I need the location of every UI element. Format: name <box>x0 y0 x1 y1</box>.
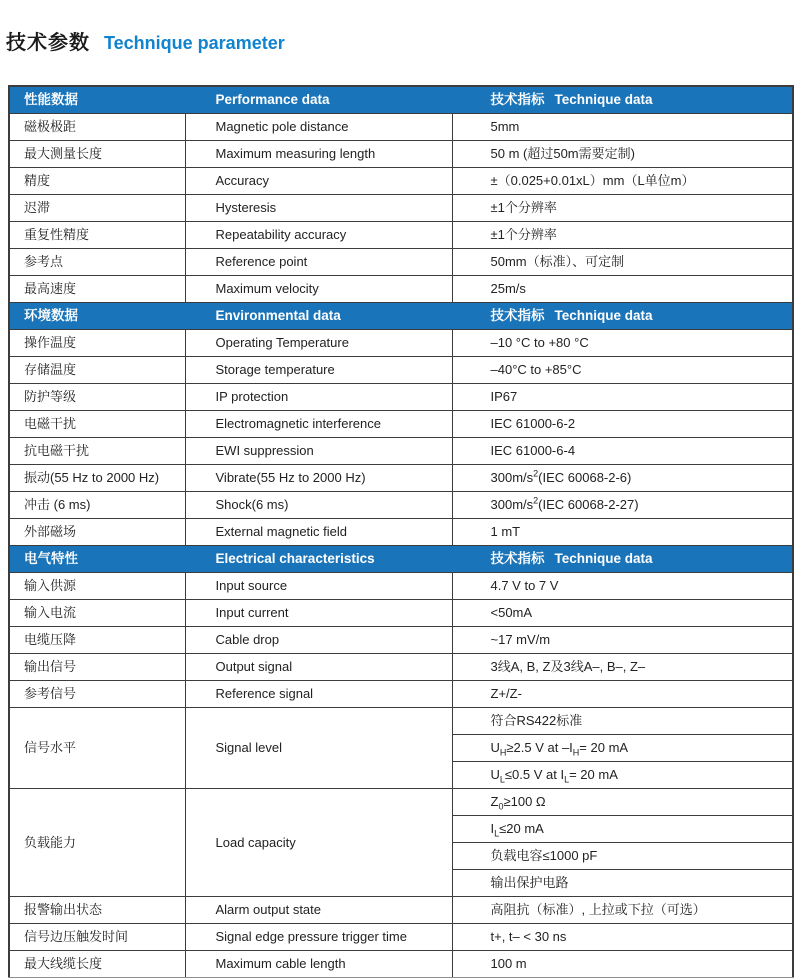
param-value-cell: 4.7 V to 7 V <box>452 573 793 600</box>
param-en-cell: External magnetic field <box>185 519 452 546</box>
table-row <box>9 600 793 627</box>
param-value-cell: 3线A, B, Z及3线A–, B–, Z– <box>452 654 793 681</box>
param-cn-cell: 负载能力 <box>9 789 185 897</box>
table-row <box>9 222 793 249</box>
param-cn-cell: 参考信号 <box>9 681 185 708</box>
param-value-cell: ±（0.025+0.01xL）mm（L单位m） <box>452 168 793 195</box>
param-value-cell: t+, t– < 30 ns <box>452 924 793 951</box>
table-row <box>9 573 793 600</box>
param-cn-cell: 外部磁场 <box>9 519 185 546</box>
param-en-cell: Output signal <box>185 654 452 681</box>
param-en-cell: IP protection <box>185 384 452 411</box>
param-value-cell: 1 mT <box>452 519 793 546</box>
param-en-cell: Shock(6 ms) <box>185 492 452 519</box>
table-row <box>9 924 793 951</box>
table-row <box>9 276 793 303</box>
param-en-cell: Alarm output state <box>185 897 452 924</box>
param-cn-cell: 精度 <box>9 168 185 195</box>
param-cn-cell: 信号水平 <box>9 708 185 789</box>
section-spec-header <box>452 303 793 330</box>
param-en-cell: Storage temperature <box>185 357 452 384</box>
param-value-cell: IEC 61000-6-2 <box>452 411 793 438</box>
param-value-cell: 高阻抗（标准）, 上拉或下拉（可选） <box>452 897 793 924</box>
table-row <box>9 384 793 411</box>
param-cn-cell: 参考点 <box>9 249 185 276</box>
param-en-cell: Maximum cable length <box>185 951 452 978</box>
param-value-cell: $U_H\ge 2.5$ V at $-I_H= 20$ mA <box>452 735 793 762</box>
param-cn-cell: 信号边压触发时间 <box>9 924 185 951</box>
section-title-cn: 环境数据 <box>9 303 185 330</box>
param-cn-cell: 报警输出状态 <box>9 897 185 924</box>
table-row <box>9 519 793 546</box>
param-value-cell: 负载电容≤1000 pF <box>452 843 793 870</box>
spec-header-en: Technique data <box>554 308 653 323</box>
param-cn-cell: 最大测量长度 <box>9 141 185 168</box>
section-title-en: Electrical characteristics <box>185 546 452 573</box>
param-en-cell: Vibrate(55 Hz to 2000 Hz) <box>185 465 452 492</box>
param-value-cell: $U_L\le 0.5$ V at $I_L= 20$ mA <box>452 762 793 789</box>
page-title-cn: 技术参数 <box>6 32 90 54</box>
spec-header-cn: 技术指标 <box>490 308 545 323</box>
param-en-cell: Maximum measuring length <box>185 141 452 168</box>
technique-parameter-table <box>8 85 794 978</box>
table-row <box>9 789 793 816</box>
table-row <box>9 330 793 357</box>
table-row <box>9 708 793 735</box>
param-en-cell: Input source <box>185 573 452 600</box>
table-row <box>9 627 793 654</box>
param-value-cell: 符合RS422标准 <box>452 708 793 735</box>
param-cn-cell: 冲击 (6 ms) <box>9 492 185 519</box>
table-row <box>9 195 793 222</box>
param-value-cell: 50 m (超过50m需要定制) <box>452 141 793 168</box>
page-title-en: Technique parameter <box>104 33 285 53</box>
table-row <box>9 141 793 168</box>
table-row <box>9 438 793 465</box>
param-value-cell: IEC 61000-6-4 <box>452 438 793 465</box>
section-header-row <box>9 546 793 573</box>
param-cn-cell: 最高速度 <box>9 276 185 303</box>
param-value-cell: 25m/s <box>452 276 793 303</box>
param-en-cell: Signal edge pressure trigger time <box>185 924 452 951</box>
spec-header-en: Technique data <box>554 92 653 107</box>
section-title-cn: 电气特性 <box>9 546 185 573</box>
param-cn-cell: 输入供源 <box>9 573 185 600</box>
spec-header-cn: 技术指标 <box>490 551 545 566</box>
param-cn-cell: 操作温度 <box>9 330 185 357</box>
param-value-cell: $Z_0\ge 100$ Ω <box>452 789 793 816</box>
param-en-cell: Cable drop <box>185 627 452 654</box>
param-value-cell: 50mm（标准）、可定制 <box>452 249 793 276</box>
page-title <box>0 0 800 55</box>
table-row <box>9 249 793 276</box>
param-value-cell: <50mA <box>452 600 793 627</box>
table-row <box>9 357 793 384</box>
table-row <box>9 492 793 519</box>
table-row <box>9 951 793 978</box>
spec-header-cn: 技术指标 <box>490 92 545 107</box>
param-value-cell: IP67 <box>452 384 793 411</box>
param-value-cell: ±1个分辨率 <box>452 222 793 249</box>
param-en-cell: Operating Temperature <box>185 330 452 357</box>
spec-header-en: Technique data <box>554 551 653 566</box>
param-value-cell: 100 m <box>452 951 793 978</box>
param-en-cell: Accuracy <box>185 168 452 195</box>
param-cn-cell: 存储温度 <box>9 357 185 384</box>
table-row <box>9 114 793 141</box>
param-en-cell: Maximum velocity <box>185 276 452 303</box>
param-value-cell: ~17 mV/m <box>452 627 793 654</box>
param-value-cell: 输出保护电路 <box>452 870 793 897</box>
param-en-cell: Signal level <box>185 708 452 789</box>
param-value-cell: Z+/Z- <box>452 681 793 708</box>
param-cn-cell: 抗电磁干扰 <box>9 438 185 465</box>
param-en-cell: Repeatability accuracy <box>185 222 452 249</box>
section-header-row <box>9 86 793 114</box>
table-row <box>9 168 793 195</box>
param-en-cell: Hysteresis <box>185 195 452 222</box>
param-value-cell: ±1个分辨率 <box>452 195 793 222</box>
param-en-cell: Reference point <box>185 249 452 276</box>
table-row <box>9 654 793 681</box>
param-value-cell: $I_L\le 20$ mA <box>452 816 793 843</box>
table-row <box>9 465 793 492</box>
param-cn-cell: 防护等级 <box>9 384 185 411</box>
param-cn-cell: 振动(55 Hz to 2000 Hz) <box>9 465 185 492</box>
section-header-row <box>9 303 793 330</box>
param-cn-cell: 重复性精度 <box>9 222 185 249</box>
param-cn-cell: 输入电流 <box>9 600 185 627</box>
param-cn-cell: 迟滞 <box>9 195 185 222</box>
technique-parameter-table-body <box>9 86 793 978</box>
param-en-cell: Input current <box>185 600 452 627</box>
section-title-en: Performance data <box>185 86 452 114</box>
param-value-cell: $300m/s^2(IEC$ 60068-2-6) <box>452 465 793 492</box>
param-en-cell: Electromagnetic interference <box>185 411 452 438</box>
param-value-cell: –10 °C to +80 °C <box>452 330 793 357</box>
param-en-cell: Load capacity <box>185 789 452 897</box>
param-en-cell: EWI suppression <box>185 438 452 465</box>
param-en-cell: Reference signal <box>185 681 452 708</box>
param-value-cell: $300m/s^2(IEC$ 60068-2-27) <box>452 492 793 519</box>
param-cn-cell: 磁极极距 <box>9 114 185 141</box>
section-title-cn: 性能数据 <box>9 86 185 114</box>
param-value-cell: 5mm <box>452 114 793 141</box>
param-cn-cell: 电缆压降 <box>9 627 185 654</box>
table-row <box>9 411 793 438</box>
section-spec-header <box>452 546 793 573</box>
table-row <box>9 897 793 924</box>
param-cn-cell: 电磁干扰 <box>9 411 185 438</box>
param-cn-cell: 最大线缆长度 <box>9 951 185 978</box>
param-en-cell: Magnetic pole distance <box>185 114 452 141</box>
table-row <box>9 681 793 708</box>
section-spec-header <box>452 86 793 114</box>
section-title-en: Environmental data <box>185 303 452 330</box>
param-value-cell: –40°C to +85°C <box>452 357 793 384</box>
param-cn-cell: 输出信号 <box>9 654 185 681</box>
